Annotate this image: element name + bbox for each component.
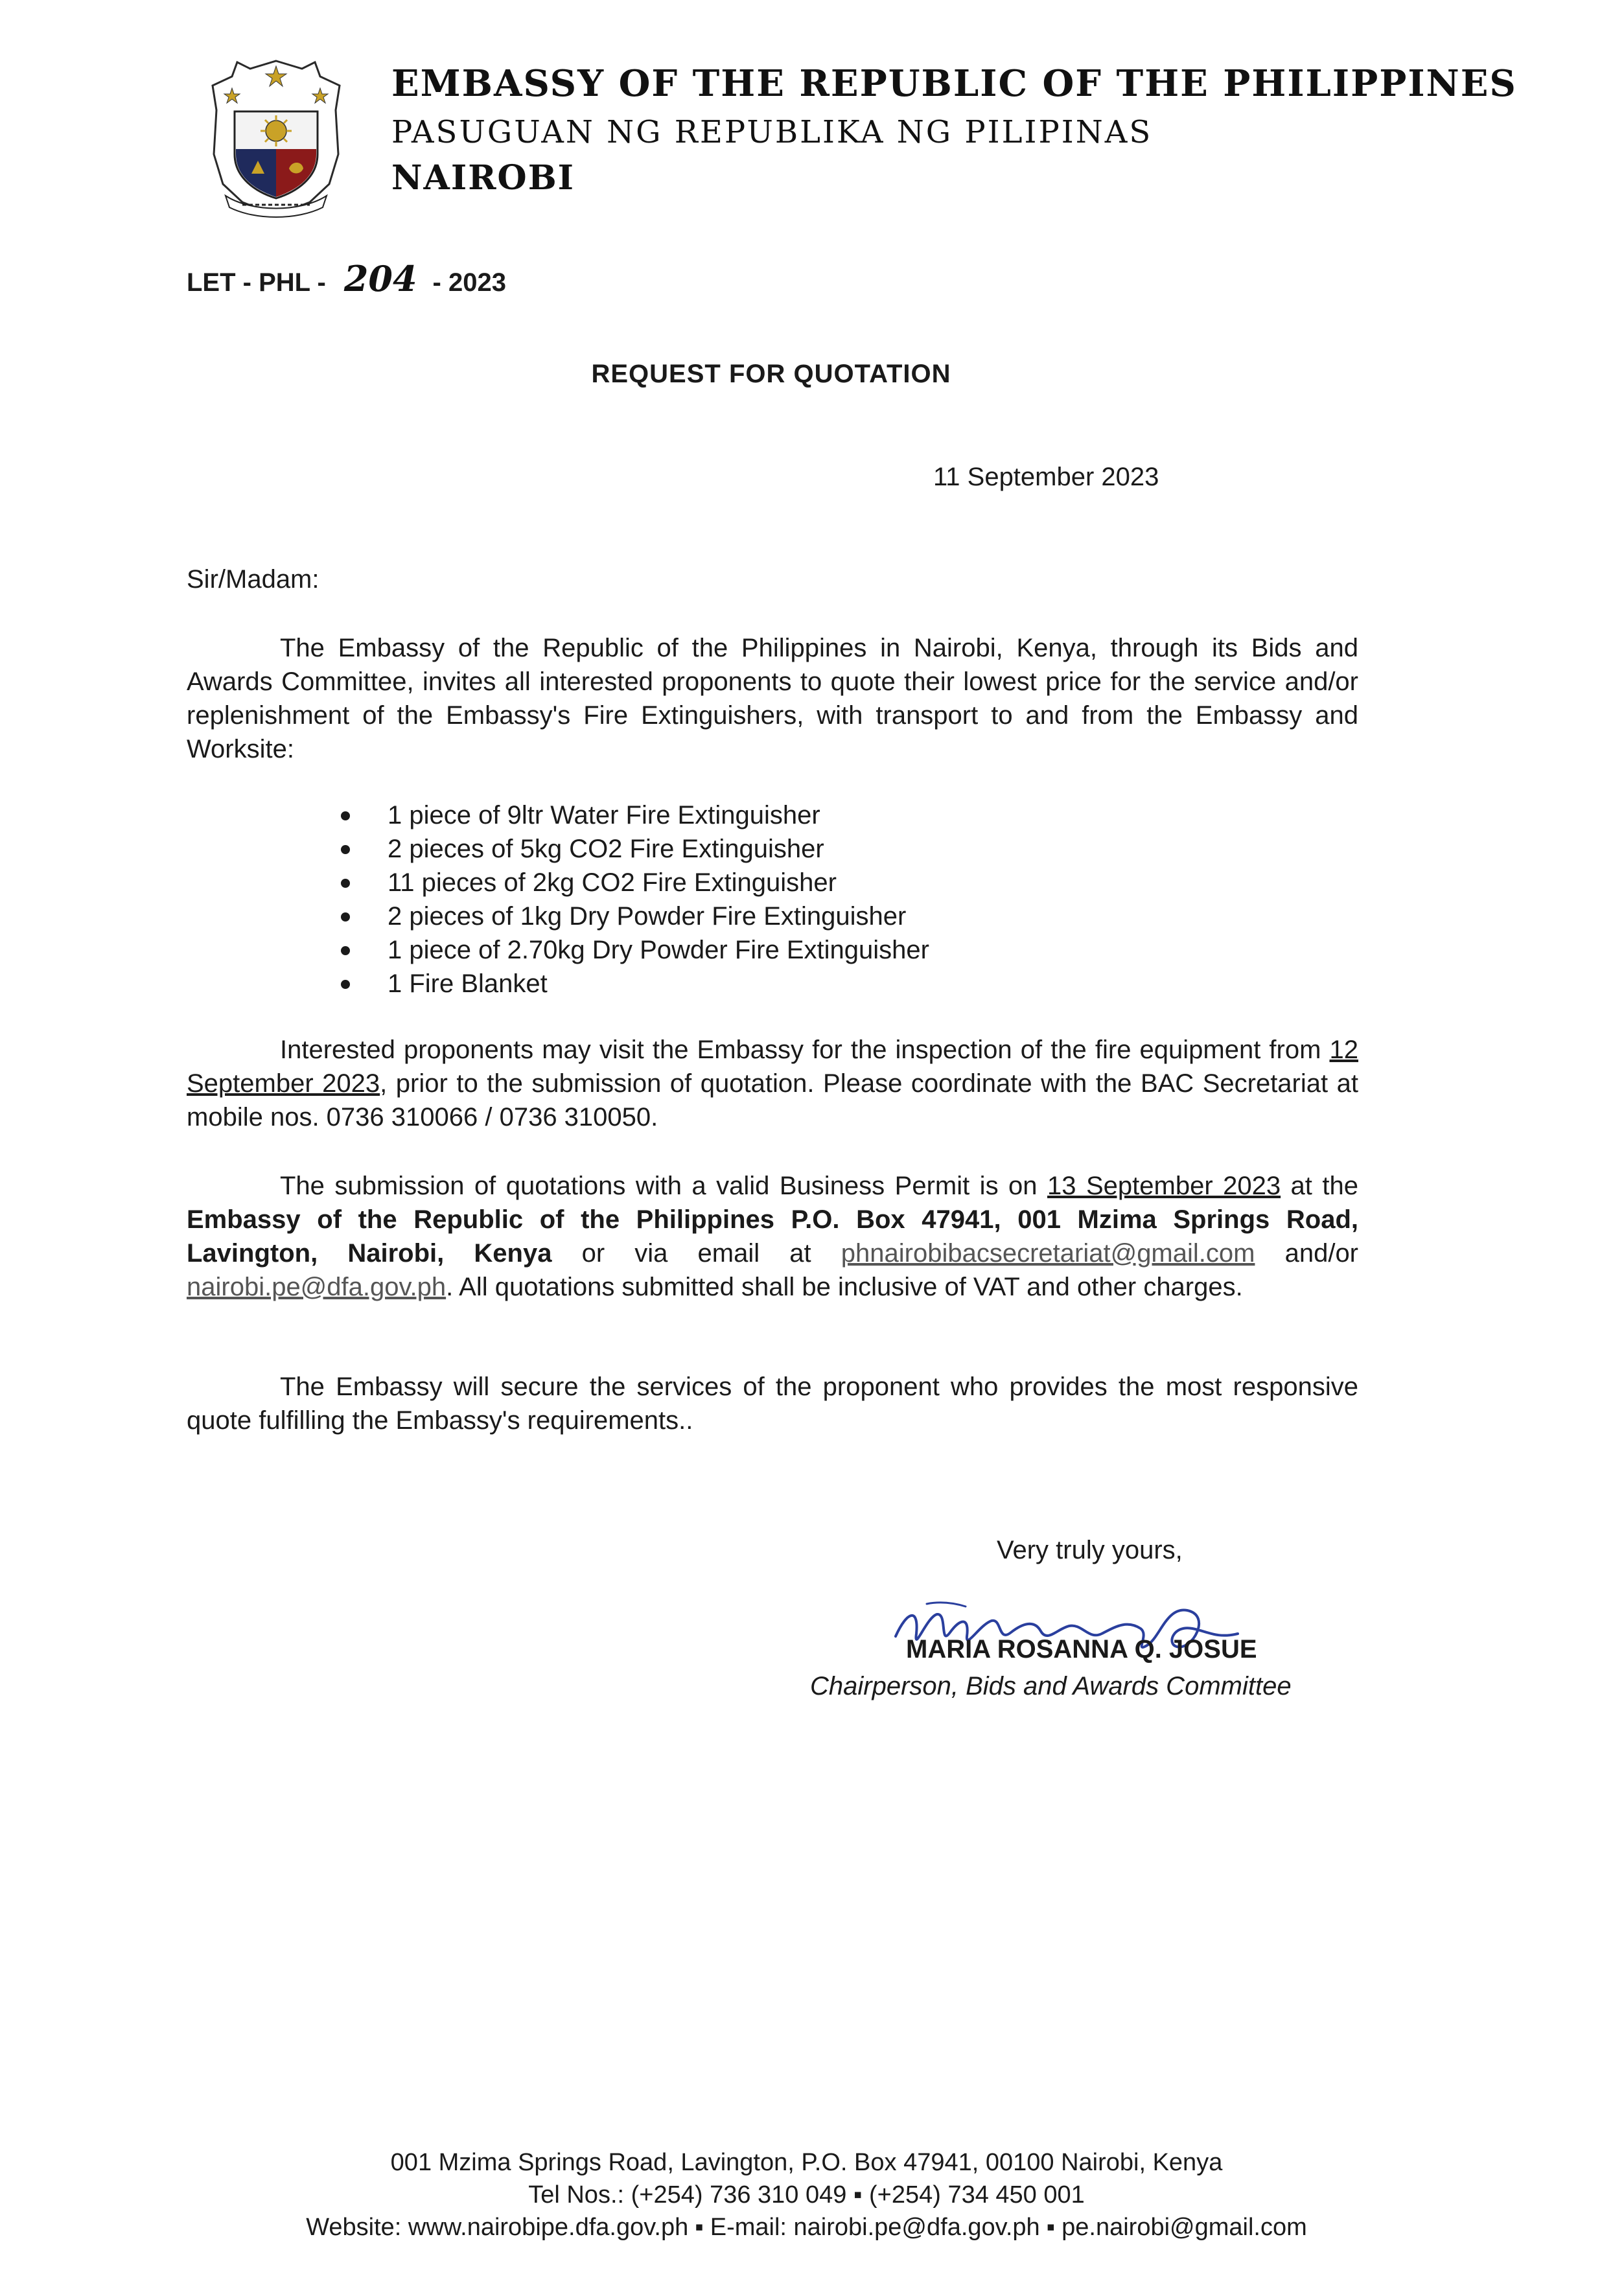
footer-email-alt[interactable]: pe.nairobi@gmail.com xyxy=(1062,2214,1307,2241)
letterhead-embassy-name: EMBASSY OF THE REPUBLIC OF THE PHILIPPINES xyxy=(391,62,1517,105)
reference-number xyxy=(187,258,506,299)
letterhead-filipino-name: PASUGUAN NG REPUBLIKA NG PILIPINAS xyxy=(391,114,1153,150)
closing-paragraph xyxy=(187,1370,1358,1437)
list-item: 11 pieces of 2kg CO2 Fire Extinguisher xyxy=(337,866,929,899)
complimentary-close: Very truly yours, xyxy=(997,1536,1183,1564)
submission-text-d: and/or xyxy=(1255,1239,1359,1268)
footer-website[interactable]: Website: www.nairobipe.dfa.gov.ph xyxy=(306,2214,689,2241)
inspection-text-b: , prior to the submission of quotation. Please coordinate with the BAC Secretariat at mobile nos. 0736 310066 / 0736 310050. xyxy=(187,1069,1358,1131)
item-list xyxy=(337,798,929,1001)
list-item: 2 pieces of 1kg Dry Powder Fire Extinguisher xyxy=(337,899,929,933)
reference-prefix: LET - PHL - xyxy=(187,268,326,297)
submission-text-e: . All quotations submitted shall be inclusive of VAT and other charges. xyxy=(446,1273,1243,1301)
bac-email-link[interactable]: phnairobibacsecretariat@gmail.com xyxy=(841,1239,1255,1268)
list-item: 1 Fire Blanket xyxy=(337,967,929,1001)
submission-paragraph xyxy=(187,1169,1358,1304)
footer-separator: ▪ xyxy=(695,2214,704,2241)
submission-text-b: at the xyxy=(1281,1172,1358,1200)
inspection-date: 12 September 2023 xyxy=(187,1036,1358,1098)
philippine-seal-logo xyxy=(206,57,346,218)
inspection-text-a: Interested proponents may visit the Embassy for the inspection of the fire equipment from xyxy=(280,1036,1330,1064)
reference-handwritten-number: 204 xyxy=(343,258,417,299)
document-title: REQUEST FOR QUOTATION xyxy=(591,360,951,388)
intro-text: The Embassy of the Republic of the Philippines in Nairobi, Kenya, through its Bids and Awards Committee, invites all interested proponents to quote their lowest price for the service and/or replenishment of the Embassy's Fire Extinguishers, with transport to and from the Embassy and Worksite: xyxy=(187,634,1358,763)
closing-text: The Embassy will secure the services of the proponent who provides the most responsive quote fulfilling the Embassy's requirements.. xyxy=(187,1373,1358,1435)
reference-suffix: - 2023 xyxy=(432,268,506,297)
embassy-address: Embassy of the Republic of the Philippines P.O. Box 47941, 001 Mzima Springs Road, Lavington, Nairobi, Kenya xyxy=(187,1205,1358,1268)
footer-address: 001 Mzima Springs Road, Lavington, P.O. Box 47941, 00100 Nairobi, Kenya xyxy=(390,2149,1223,2176)
list-item: 1 piece of 2.70kg Dry Powder Fire Extinguisher xyxy=(337,933,929,967)
intro-paragraph xyxy=(187,631,1358,766)
signatory-title: Chairperson, Bids and Awards Committee xyxy=(810,1672,1292,1700)
signatory-name: MARIA ROSANNA Q. JOSUE xyxy=(906,1635,1257,1664)
salutation: Sir/Madam: xyxy=(187,565,319,594)
footer-telephone: Tel Nos.: (+254) 736 310 049 ▪ (+254) 734 450 001 xyxy=(528,2181,1085,2209)
submission-text-c: or via email at xyxy=(551,1239,841,1268)
footer-contacts xyxy=(0,2211,1613,2244)
list-item: 2 pieces of 5kg CO2 Fire Extinguisher xyxy=(337,832,929,866)
list-item: 1 piece of 9ltr Water Fire Extinguisher xyxy=(337,798,929,832)
inspection-paragraph xyxy=(187,1033,1358,1134)
footer xyxy=(0,2146,1613,2244)
submission-text-a: The submission of quotations with a valid Business Permit is on xyxy=(280,1172,1048,1200)
letterhead-city: NAIROBI xyxy=(391,158,575,198)
footer-separator: ▪ xyxy=(1046,2214,1056,2241)
footer-email[interactable]: E-mail: nairobi.pe@dfa.gov.ph xyxy=(710,2214,1040,2241)
submission-date: 13 September 2023 xyxy=(1047,1172,1281,1200)
embassy-email-link[interactable]: nairobi.pe@dfa.gov.ph xyxy=(187,1273,447,1301)
letter-date: 11 September 2023 xyxy=(933,463,1159,491)
